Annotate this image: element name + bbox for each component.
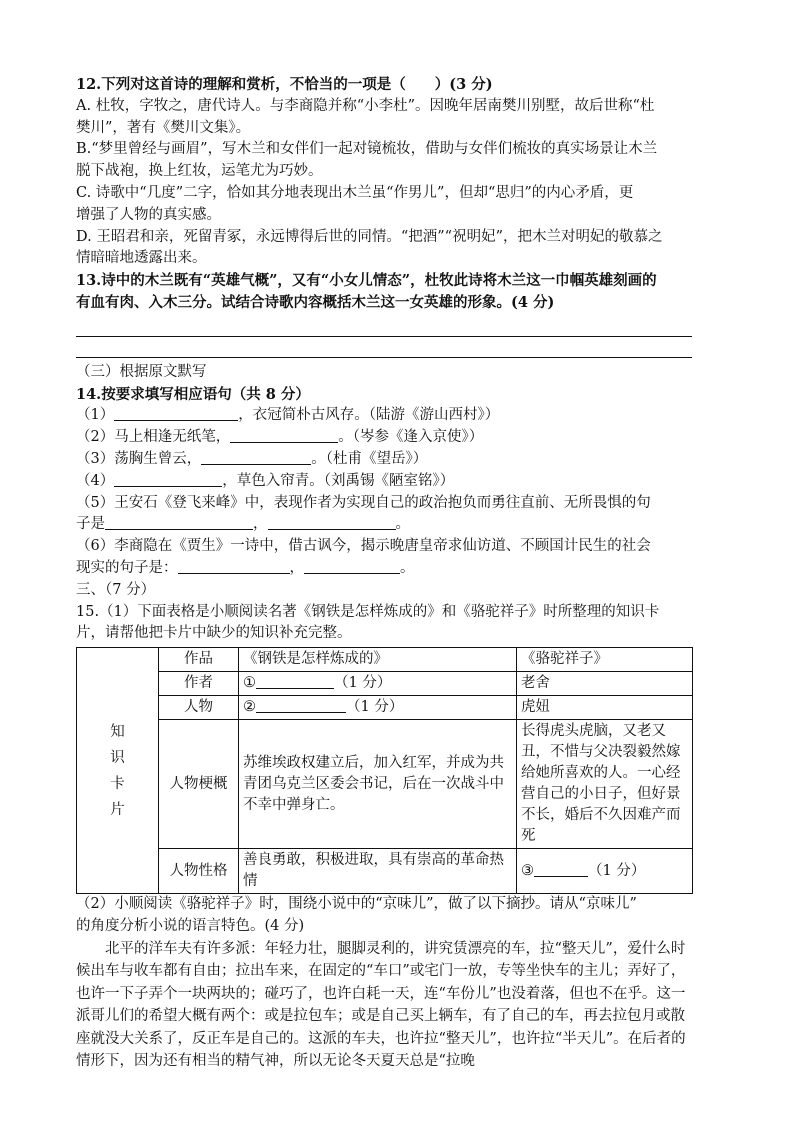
section-4-heading: 三、（7 分） [76, 581, 156, 598]
blank-table-3[interactable] [534, 861, 588, 877]
option-b-line-2: 脱下战袍，换上红妆，运笔尤为巧妙。 [76, 163, 323, 180]
answer-line-1[interactable] [76, 336, 692, 337]
fill-item-5-line-2: 子是 ， 。 [76, 516, 410, 533]
row-summary-label: 人物梗概 [159, 720, 239, 849]
option-c-line-1: C. 诗歌中“几度”二字，恰如其分地表现出木兰虽“作男儿”，但却“思归”的内心矛盾，更 [76, 184, 634, 201]
fill-item-5-line-1: （5）王安石《登飞来峰》中，表现作者为实现自己的政治抱负而勇往直前、无所畏惧的句 [76, 494, 651, 511]
question-15-line-2: 片，请帮他把卡片中缺少的知识补充完整。 [76, 625, 352, 642]
option-a-line-1: A. 杜牧，字牧之，唐代诗人。与李商隐并称“小李杜”。因晚年居南樊川别墅，故后世称“杜 [76, 97, 655, 114]
option-d-line-2: 情暗暗地透露出来。 [76, 250, 207, 267]
row-character-label: 人物 [159, 696, 239, 720]
row-summary-cell-1: 苏维埃政权建立后，加入红军，并成为共青团乌克兰区委会书记，后在一次战斗中不幸中弹身亡。 [239, 720, 517, 849]
blank-table-2[interactable] [256, 697, 346, 713]
exam-page [76, 74, 696, 1073]
blank-table-1[interactable] [256, 673, 334, 689]
answer-line-2[interactable] [76, 357, 692, 358]
option-b-line-1: B.“梦里曾经与画眉”，写木兰和女伴们一起对镜梳妆，借助与女伴们梳妆的真实场景让木兰 [76, 141, 658, 158]
question-13-line-1: 13.诗中的木兰既有“英雄气概”，又有“小女儿情态”，杜牧此诗将木兰这一巾帼英雄刻画的 [76, 272, 657, 290]
blank-6a[interactable] [178, 558, 290, 574]
question-15-line-1: 15.（1）下面表格是小顺阅读名著《钢铁是怎样炼成的》和《骆驼祥子》时所整理的知识卡 [76, 603, 660, 620]
option-d-line-1: D. 王昭君和亲，死留青冢，永远博得后世的同情。“把酒”“祝明妃”，把木兰对明妃的敬慕之 [76, 228, 663, 245]
fill-item-4: （4） ，草色入帘青。（刘禹锡《陋室铭》） [76, 472, 455, 489]
header-work-1: 《钢铁是怎样炼成的》 [239, 648, 517, 672]
excerpt-passage: 北平的洋车夫有许多派：年轻力壮，腿脚灵利的，讲究赁漂亮的车，拉“整天儿”，爱什么时候出车与收车都有自由；拉出车来，在固定的“车口”或宅门一放，专等坐快车的主儿；弄好了，也许一下子弄个一块两块的；碰巧了，也许白耗一天，连“车份儿”也没着落，但也不在乎。这一派哥儿们的希望大概有两个：或是拉包车；或是自己买上辆车，有了自己的车，再去拉包月或散座就没大关系了，反正车是自己的。这派的车夫，也许拉“整天儿”，也许拉“半天儿”。在后者的情形下，因为还有相当的精气神，所以无论冬天夏天总是“拉晚 [76, 940, 686, 1070]
row-author-cell-2: 老舍 [517, 672, 693, 696]
row-character-cell-2: 虎妞 [517, 696, 693, 720]
row-character-cell-1: ② （1 分） [239, 696, 517, 720]
blank-2[interactable] [230, 427, 338, 443]
fill-item-2: （2）马上相逢无纸笔， 。（岑参《逢入京使》） [76, 429, 484, 446]
header-work-2: 《骆驼祥子》 [517, 648, 693, 672]
question-13-line-2: 有血有肉、入木三分。试结合诗歌内容概括木兰这一女英雄的形象。(4 分) [76, 293, 555, 311]
blank-5b[interactable] [268, 514, 396, 530]
question-12-title: 12.下列对这首诗的理解和赏析，不恰当的一项是（ ）(3 分) [76, 76, 493, 93]
option-a-line-2: 樊川”，著有《樊川文集》。 [76, 119, 251, 136]
fill-item-1: （1） ，衣冠简朴古风存。（陆游《游山西村》） [76, 407, 500, 424]
question-14-title: 14.按要求填写相应语句（共 8 分） [76, 385, 310, 403]
fill-item-6-line-2: 现实的句子是： ， 。 [76, 559, 415, 576]
blank-3[interactable] [201, 449, 311, 465]
knowledge-card-table [76, 647, 693, 894]
row-personality-cell-1: 善良勇敢，积极进取，具有崇高的革命热情 [239, 849, 517, 894]
section-3-heading: （三）根据原文默写 [76, 363, 207, 380]
row-personality-label: 人物性格 [159, 849, 239, 894]
fill-item-6-line-1: （6）李商隐在《贾生》一诗中，借古讽今，揭示晚唐皇帝求仙访道、不顾国计民生的社会 [76, 538, 651, 555]
fill-item-3: （3）荡胸生曾云， 。（杜甫《望岳》） [76, 450, 428, 467]
blank-1[interactable] [114, 405, 238, 421]
row-author-cell-1: ① （1 分） [239, 672, 517, 696]
row-author-label: 作者 [159, 672, 239, 696]
blank-5a[interactable] [105, 514, 253, 530]
row-summary-cell-2: 长得虎头虎脑，又老又丑，不惜与父决裂毅然嫁给她所喜欢的人。一心经营自己的小日子，但好景不长，婚后不久因难产而死 [517, 720, 693, 849]
header-label: 作品 [159, 648, 239, 672]
option-c-line-2: 增强了人物的真实感。 [76, 206, 221, 223]
question-15-2-line-2: 的角度分析小说的语言特色。(4 分) [76, 917, 305, 934]
blank-4[interactable] [114, 471, 222, 487]
row-personality-cell-2: ③ （1 分） [517, 849, 693, 894]
question-15-2-line-1: （2）小顺阅读《骆驼祥子》时，围绕小说中的“京味儿”，做了以下摘抄。请从“京味儿” [76, 896, 637, 913]
blank-6b[interactable] [304, 558, 400, 574]
table-side-label: 知 识 卡 片 [77, 648, 159, 894]
